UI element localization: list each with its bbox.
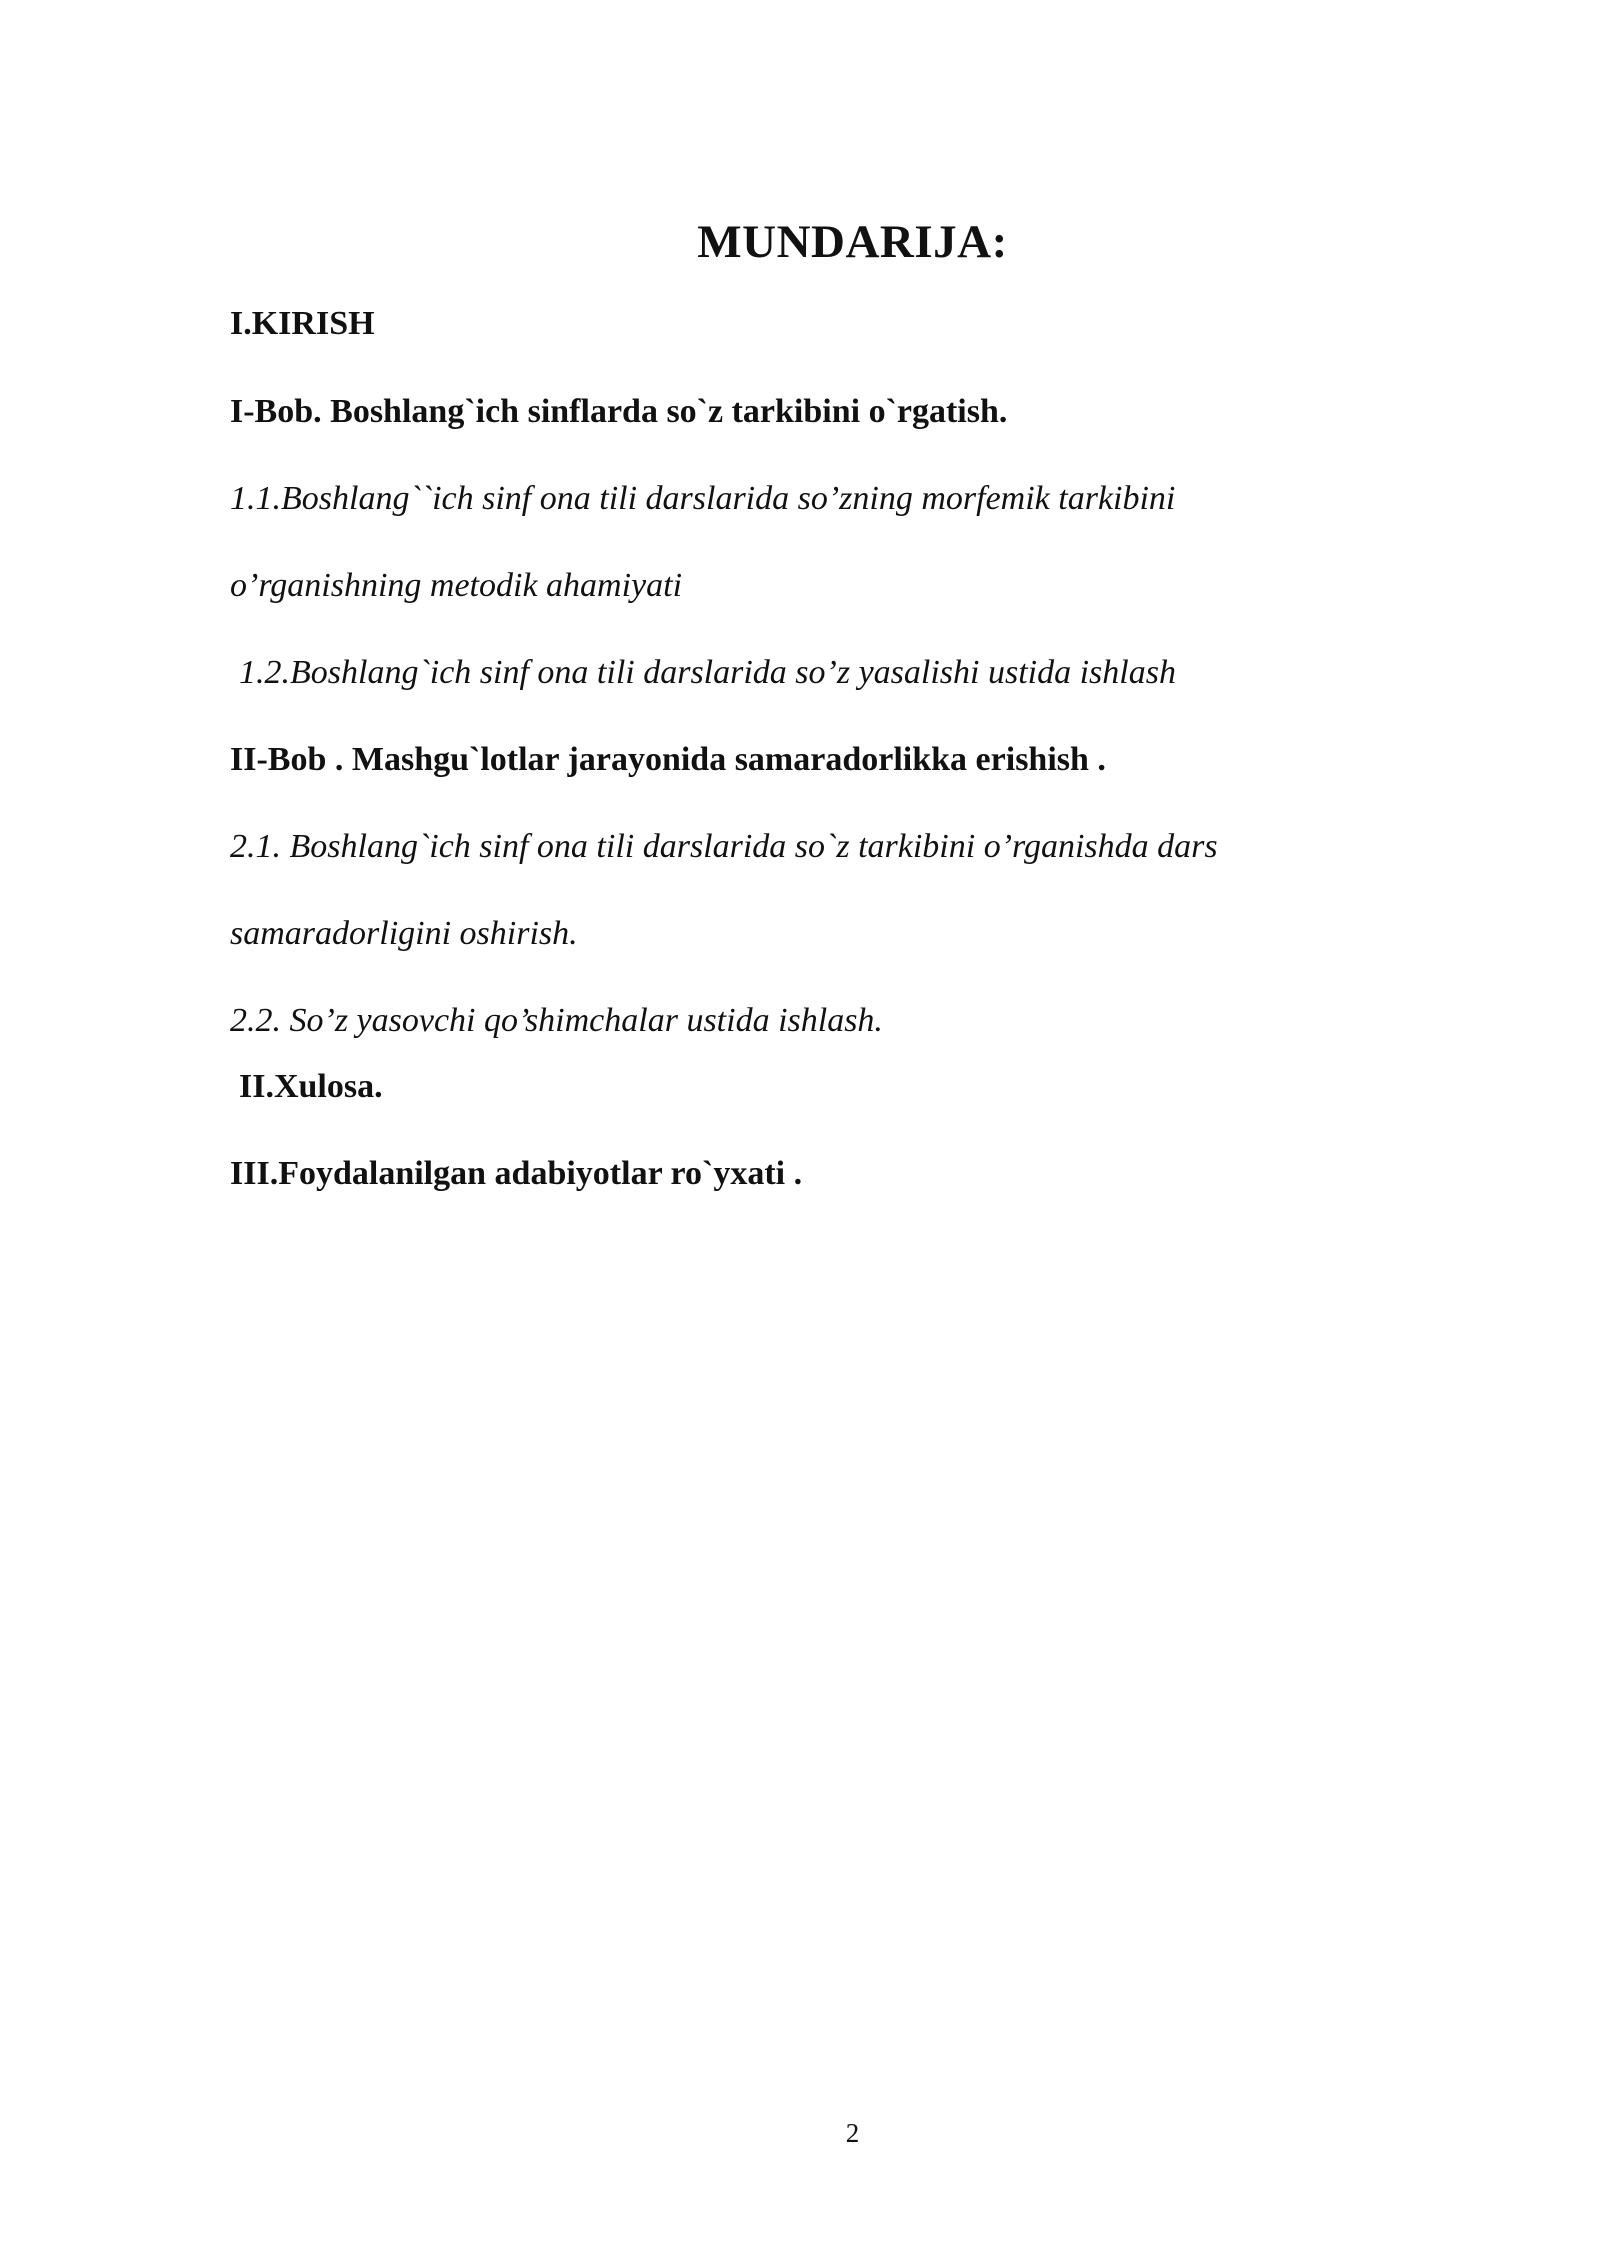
toc-entry-section-2-1: 2.1. Boshlang`ich sinf ona tili darslarida so`z tarkibini o’rganishda dars [230,828,1218,865]
toc-entry-section-1-2: 1.2.Boshlang`ich sinf ona tili darslarida so’z yasalishi ustida ishlash [239,654,1176,691]
toc-entry-chapter-2: II-Bob . Mashgu`lotlar jarayonida samaradorlikka erishish . [230,741,1106,778]
toc-entry-section-1-1-continued: o’rganishning metodik ahamiyati [230,567,683,604]
page-title: MUNDARIJA: [697,216,1008,268]
toc-entry-references: III.Foydalanilgan adabiyotlar ro`yxati . [230,1155,803,1192]
toc-entry-section-2-2: 2.2. So’z yasovchi qo’shimchalar ustida ishlash. [230,1002,883,1039]
toc-entry-chapter-1: I-Bob. Boshlang`ich sinflarda so`z tarkibini o`rgatish. [230,393,1008,430]
toc-entry-conclusion: II.Xulosa. [239,1068,383,1105]
page-number: 2 [845,2118,860,2148]
toc-entry-introduction: I.KIRISH [230,305,375,342]
toc-entry-section-1-1: 1.1.Boshlang``ich sinf ona tili darslarida so’zning morfemik tarkibini [230,480,1176,517]
toc-entry-section-2-1-continued: samaradorligini oshirish. [230,915,578,952]
